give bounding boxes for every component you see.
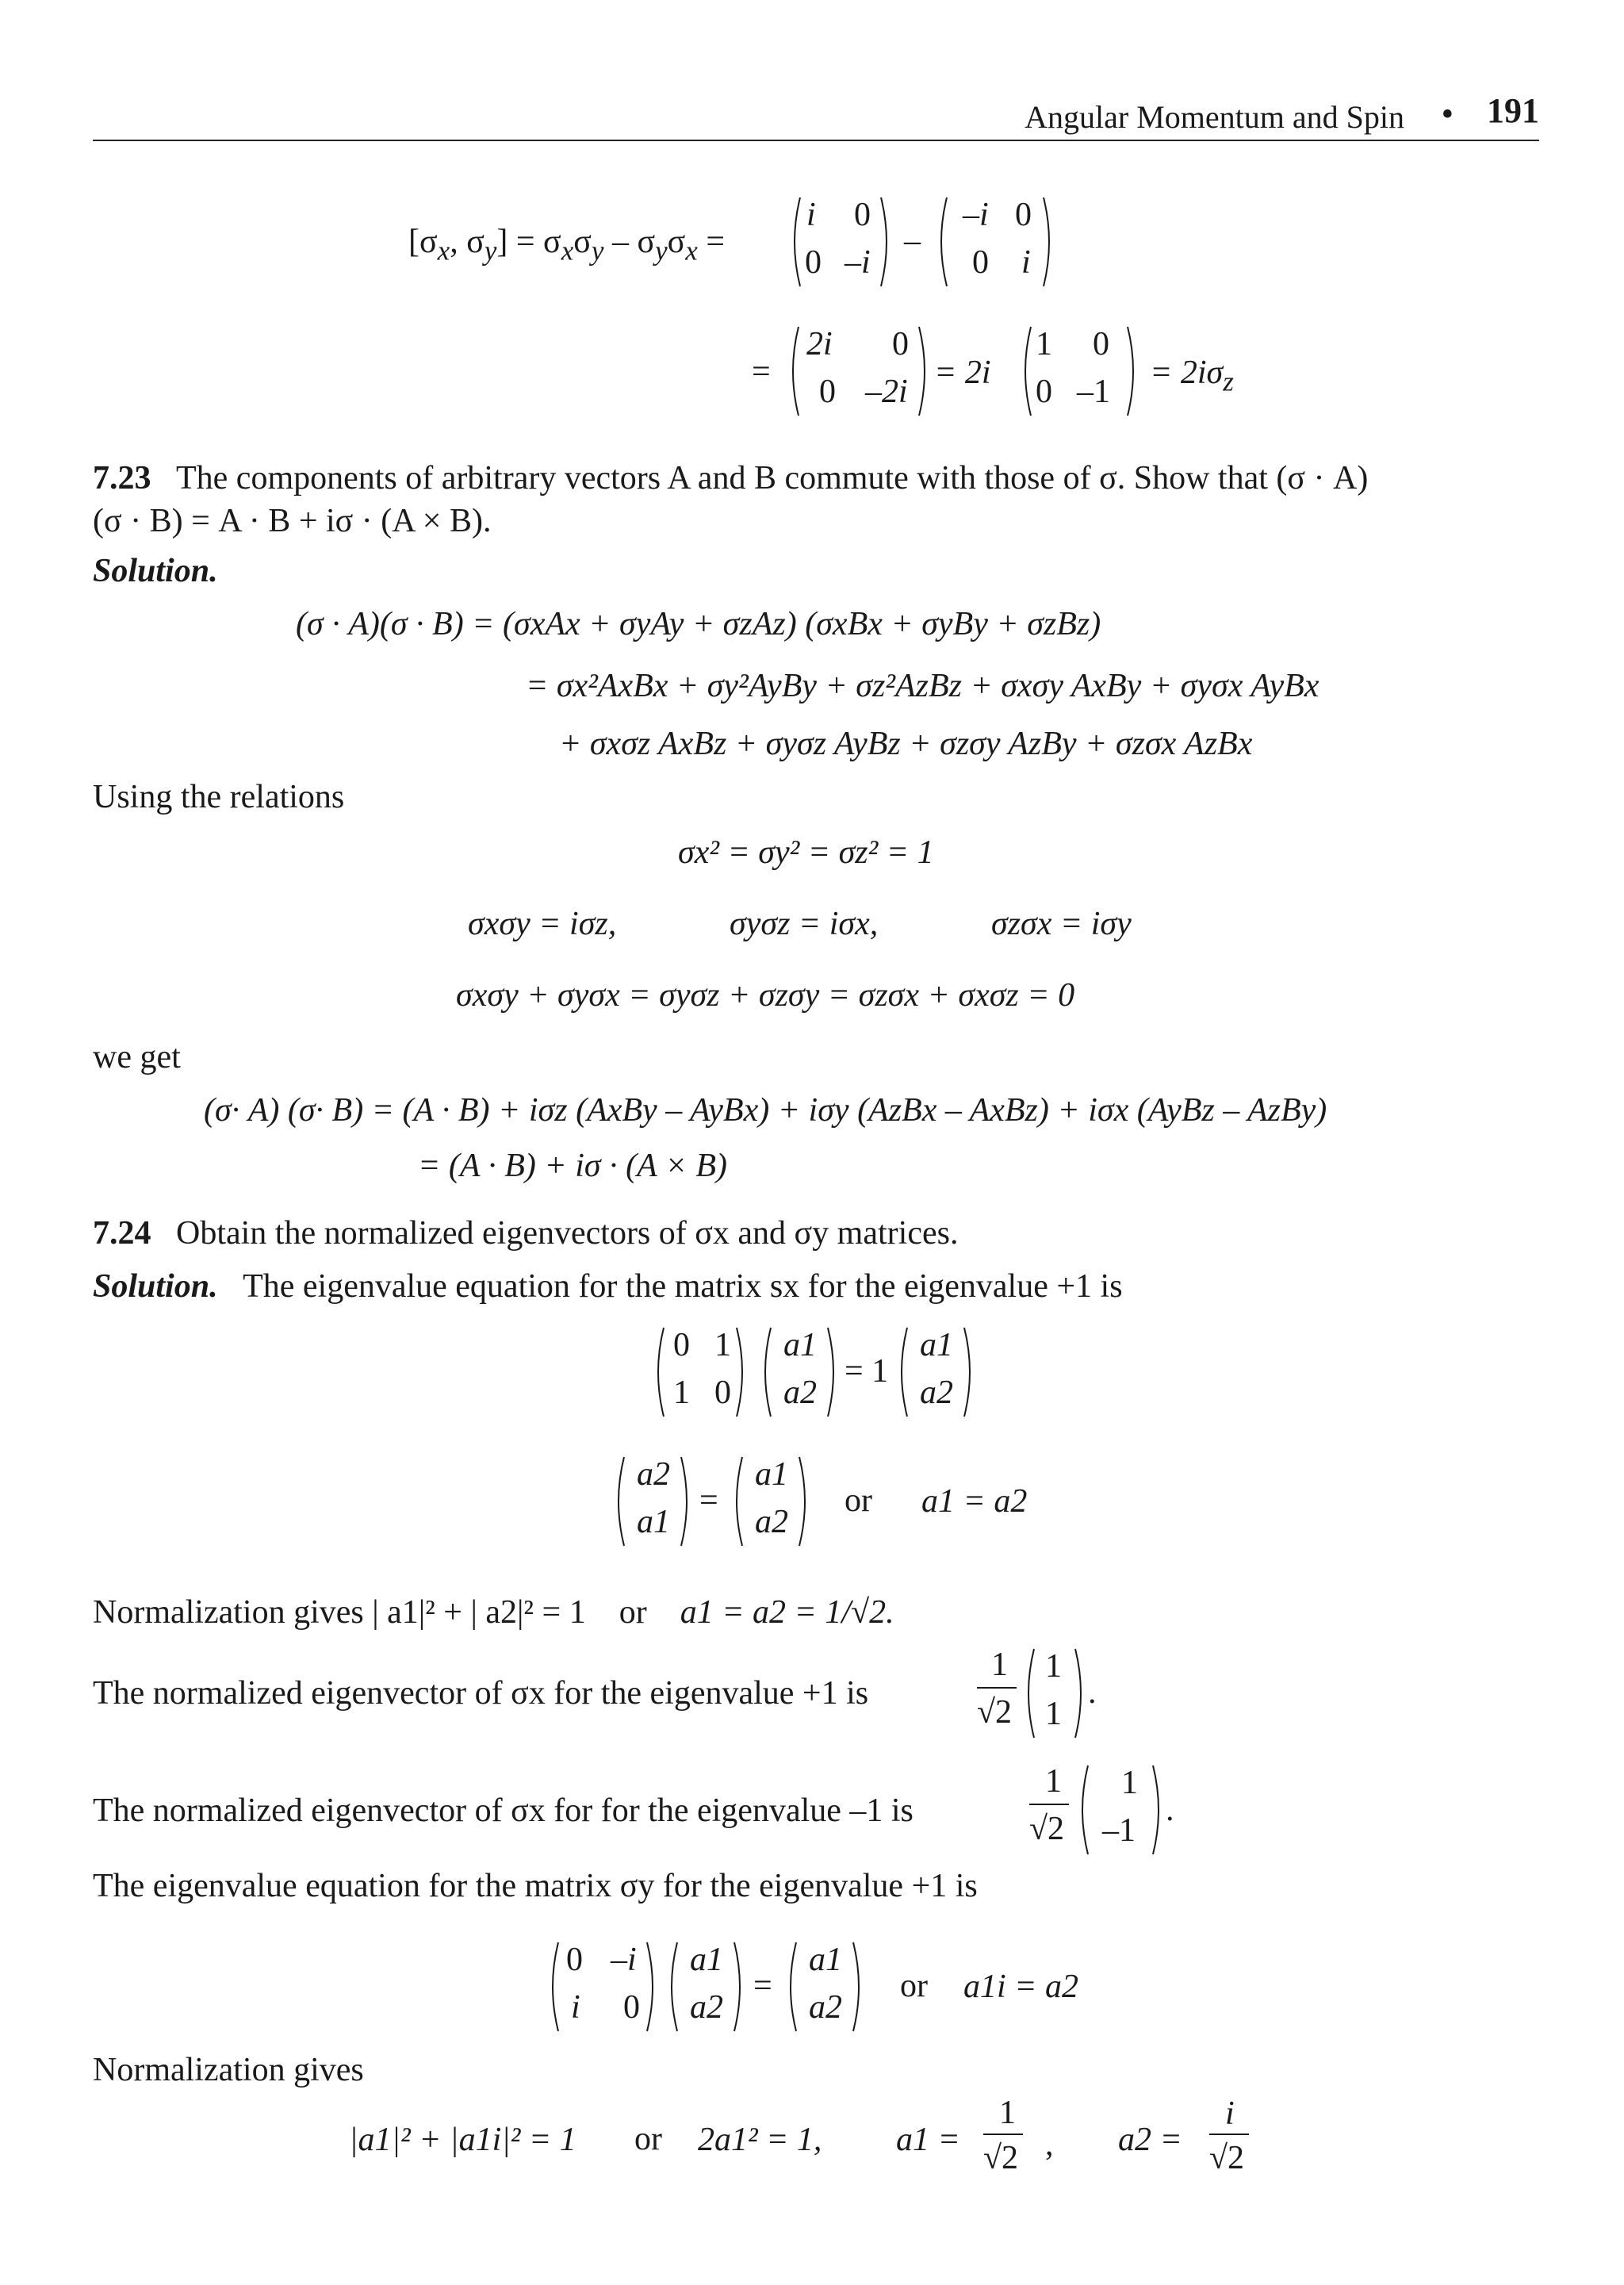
normalization-line-2: Normalization gives [93,2052,364,2088]
expansion-line1: (σ · A)(σ · B) = (σxAx + σyAy + σzAz) (σxBx + σyBy + σzBz) [296,606,1101,642]
equals-sign-3: = [753,1968,772,2004]
frac-num-3: 1 [999,2095,1016,2131]
eigen-sigma-y-text: The eigenvalue equation for the matrix σy for the eigenvalue +1 is [93,1868,978,1904]
vector-a-y: a1 a2 [666,1939,745,2034]
relation-a1-a2: a1 = a2 [921,1483,1028,1520]
normalization-line-1: Normalization gives | a1|² + | a2|² = 1 or a1 = a2 = 1/√2. [93,1594,894,1631]
running-header [93,87,1539,141]
chapter-title: Angular Momentum and Spin [1025,99,1404,135]
page-number: 191 [1487,91,1539,130]
header-bullet: • [1441,94,1454,133]
vector-a-2: a1 a2 [731,1454,810,1549]
matrix-sigma-x: 0 1 1 0 [653,1325,748,1420]
eigenvector-plus: 1 1 [1023,1646,1086,1741]
period-2: . [1166,1792,1174,1828]
relation-squares: σx² = σy² = σz² = 1 [678,834,934,871]
solution-label-7-23: Solution. [93,553,218,589]
frac-den-3: √2 [983,2140,1019,2176]
frac-bar-3 [983,2134,1023,2135]
frac-num-2: 1 [1045,1763,1062,1800]
or-text-1: or [845,1482,872,1519]
period-1: . [1088,1674,1097,1711]
vector-a-rhs: a1 a2 [896,1325,975,1420]
scalar-2i: = 2i [934,355,991,391]
matrix-sigma-y: 0 –i i 0 [547,1939,658,2034]
final-2a1-squared: 2a1² = 1, [698,2122,822,2158]
relation-yz: σyσz = iσx, [730,906,879,942]
matrix-2i: 2i 0 0 –2i [787,324,930,419]
comma-1: , [1045,2126,1054,2163]
eigenvector-minus: 1 –1 [1077,1762,1164,1858]
or-text-3: or [634,2121,662,2157]
frac-bar-1 [977,1687,1017,1689]
equals-sign-2: = [699,1482,718,1519]
result-line2: = (A · B) + iσ · (A × B) [418,1148,727,1184]
problem-7-24: 7.24 Obtain the normalized eigenvectors of σx and σy matrices. [93,1215,959,1252]
eigenvalue-one: = 1 [845,1353,889,1390]
matrix-minus-i: –i 0 0 i [936,194,1055,289]
commutator-result: = $2i\sigma_z$ [1150,355,1234,397]
relation-anticommute: σxσy + σyσx = σyσz + σzσy = σzσx + σxσz = 0 [456,977,1075,1014]
equals-sign: = [752,354,771,390]
result-line1: (σ· A) (σ· B) = (A · B) + iσz (AxBy – AyBx) + iσy (AzBx – AxBz) + iσx (AyBz – AzBy) [204,1092,1327,1129]
expansion-line2: = σx²AxBx + σy²AyBy + σz²AzBz + σxσy AxBy + σyσx AyBx [526,668,1320,704]
eigenvector-plus-text: The normalized eigenvector of σx for the eigenvalue +1 is [93,1675,869,1712]
frac-bar-2 [1029,1804,1069,1805]
commutator-lhs: [$\sigma_x$, $\sigma_y] = \sigma_x\sigma_y - \sigma_y\sigma_x$ = [408,224,725,266]
eigenvector-minus-text: The normalized eigenvector of σx for for the eigenvalue –1 is [93,1792,914,1829]
frac-den-1: √2 [977,1694,1013,1731]
relation-zx: σzσx = iσy [991,906,1132,942]
problem-7-23-line1: 7.23 The components of arbitrary vectors A and B commute with those of σ. Show that (σ · A) [93,460,1369,496]
relation-xy: σxσy = iσz, [468,906,617,942]
frac-num-i: i [1225,2095,1235,2132]
matrix-i: i 0 0 –i [789,194,892,289]
final-norm: |a1|² + |a1i|² = 1 [349,2122,576,2158]
final-a1: a1 = [896,2122,960,2158]
or-text-2: or [900,1968,928,2004]
frac-num-1: 1 [991,1647,1008,1683]
problem-7-23-line2: (σ · B) = A · B + iσ · (A × B). [93,503,492,539]
vector-a-y-rhs: a1 a2 [785,1939,864,2034]
we-get-text: we get [93,1039,181,1075]
minus-sign: – [904,223,921,259]
expansion-line3: + σxσz AxBz + σyσz AyBz + σzσy AzBy + σzσx AzBx [559,726,1253,762]
vector-swapped: a2 a1 [613,1454,692,1549]
using-relations-text: Using the relations [93,779,345,815]
frac-bar-4 [1209,2134,1249,2135]
relation-a1i-a2: a1i = a2 [963,1969,1079,2005]
frac-den-2: √2 [1029,1811,1065,1847]
frac-den-4: √2 [1209,2140,1245,2176]
final-a2: a2 = [1118,2122,1182,2158]
vector-a: a1 a2 [760,1325,839,1420]
solution-7-24-intro: Solution. The eigenvalue equation for the matrix sx for the eigenvalue +1 is [93,1268,1123,1305]
matrix-sigma-z: 1 0 0 –1 [1020,324,1139,419]
